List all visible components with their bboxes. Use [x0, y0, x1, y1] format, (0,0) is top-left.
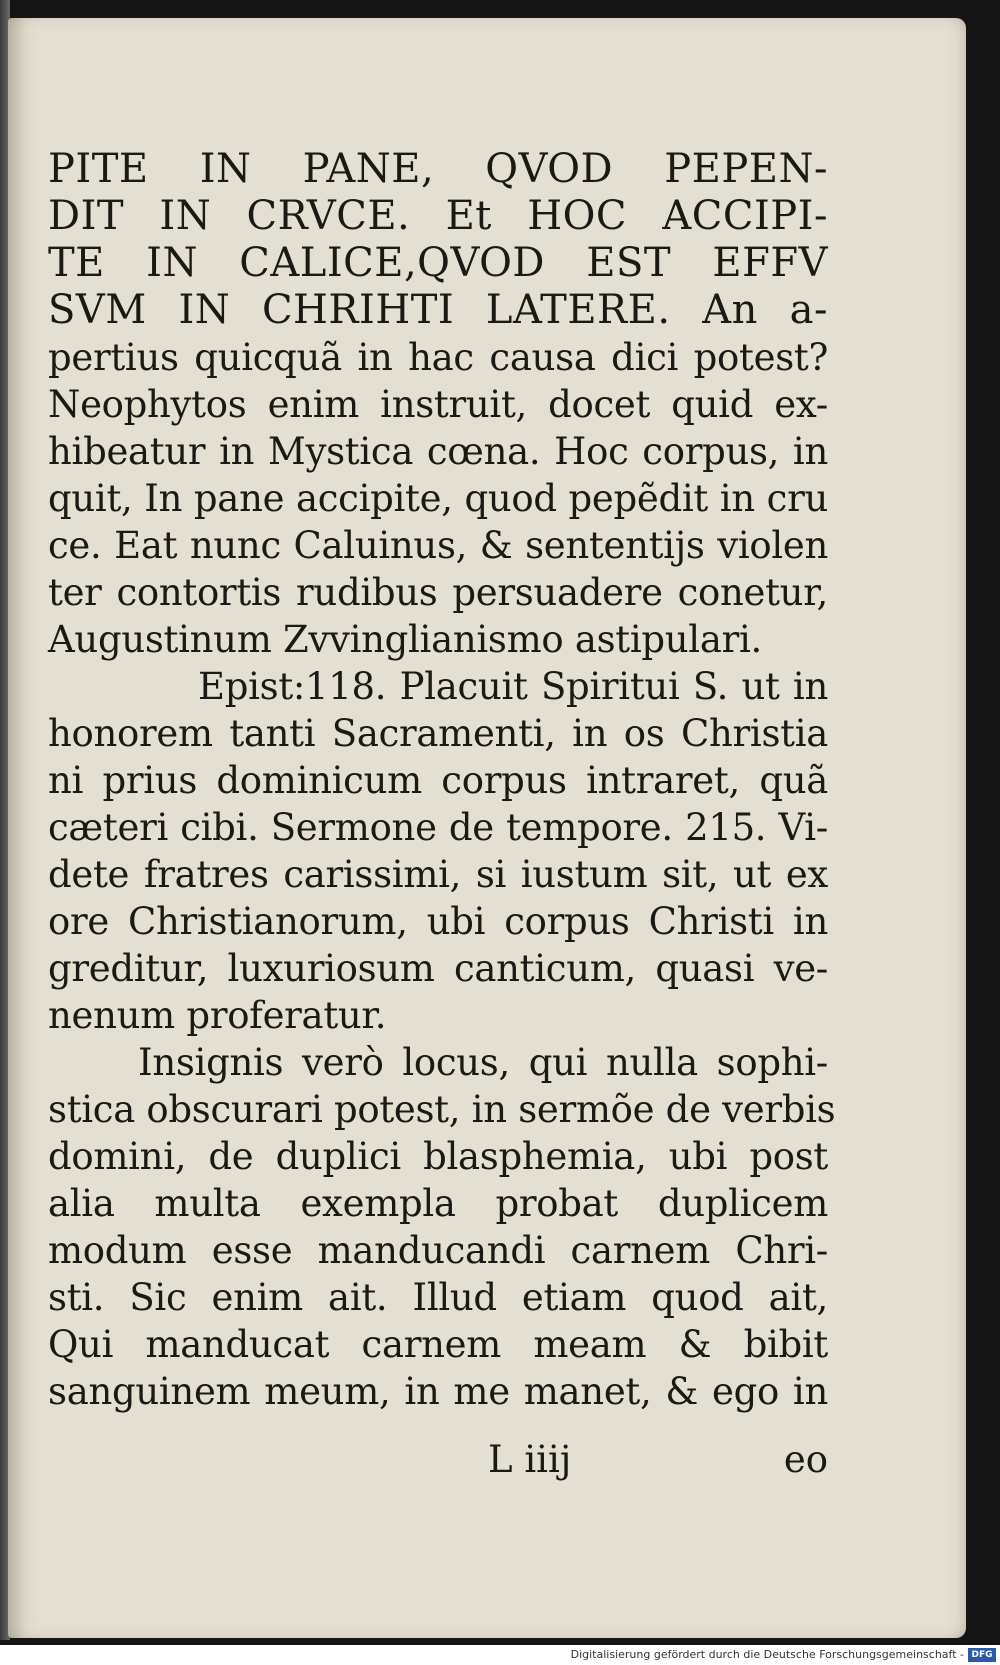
text-line: Epist:118. Placuit Spiritui S. ut in: [198, 665, 828, 708]
text-line: quit, In pane accipite, quod pepẽdit in cru: [48, 477, 828, 520]
text-line: SVM IN CHRIHTI LATERE. An a-: [48, 287, 828, 333]
text-line: ce. Eat nunc Caluinus, & sententijs violen: [48, 524, 828, 567]
text-line: TE IN CALICE,QVOD EST EFFV: [48, 240, 828, 286]
page-footer: [48, 1438, 828, 1488]
dfg-logo: DFG: [968, 1648, 996, 1662]
text-line: stica obscurari potest, in sermõe de verbis: [48, 1088, 836, 1131]
page-text: [48, 146, 836, 1415]
text-line: domini, de duplici blasphemia, ubi post: [48, 1135, 828, 1178]
text-line: DIT IN CRVCE. Et HOC ACCIPI-: [48, 193, 828, 239]
text-line: ore Christianorum, ubi corpus Christi in: [48, 900, 828, 943]
book-page: [8, 18, 966, 1638]
text-line: cæteri cibi. Sermone de tempore. 215. Vi-: [48, 806, 828, 849]
credit-text: Digitalisierung gefördert durch die Deutsche Forschungsgemeinschaft -: [570, 1648, 964, 1661]
text-line: Augustinum Zvvinglianismo astipulari.: [48, 618, 762, 661]
text-line: modum esse manducandi carnem Chri-: [48, 1229, 828, 1272]
text-line: PITE IN PANE, QVOD PEPEN-: [48, 146, 828, 192]
text-line: pertius quicquã in hac causa dici potest?: [48, 336, 828, 379]
text-line: alia multa exempla probat duplicem: [48, 1182, 828, 1225]
text-line: nenum proferatur.: [48, 994, 387, 1037]
text-line: sti. Sic enim ait. Illud etiam quod ait,: [48, 1276, 828, 1319]
catchword: eo: [783, 1438, 828, 1481]
text-line: honorem tanti Sacramenti, in os Christia: [48, 712, 828, 755]
text-line: sanguinem meum, in me manet, & ego in: [48, 1370, 828, 1413]
text-line: Neophytos enim instruit, docet quid ex-: [48, 383, 828, 426]
text-line: hibeatur in Mystica cœna. Hoc corpus, in: [48, 430, 828, 473]
text-line: ni prius dominicum corpus intraret, quã: [48, 759, 828, 802]
signature-mark: L iiij: [488, 1438, 572, 1481]
text-line: Insignis verò locus, qui nulla sophi-: [138, 1041, 828, 1084]
text-line: Qui manducat carnem meam & bibit: [48, 1323, 828, 1366]
text-line: ter contortis rudibus persuadere conetur,: [48, 571, 828, 614]
credit-bar: [0, 1645, 1000, 1665]
text-line: greditur, luxuriosum canticum, quasi ve-: [48, 947, 828, 990]
text-line: dete fratres carissimi, si iustum sit, ut ex: [48, 853, 828, 896]
